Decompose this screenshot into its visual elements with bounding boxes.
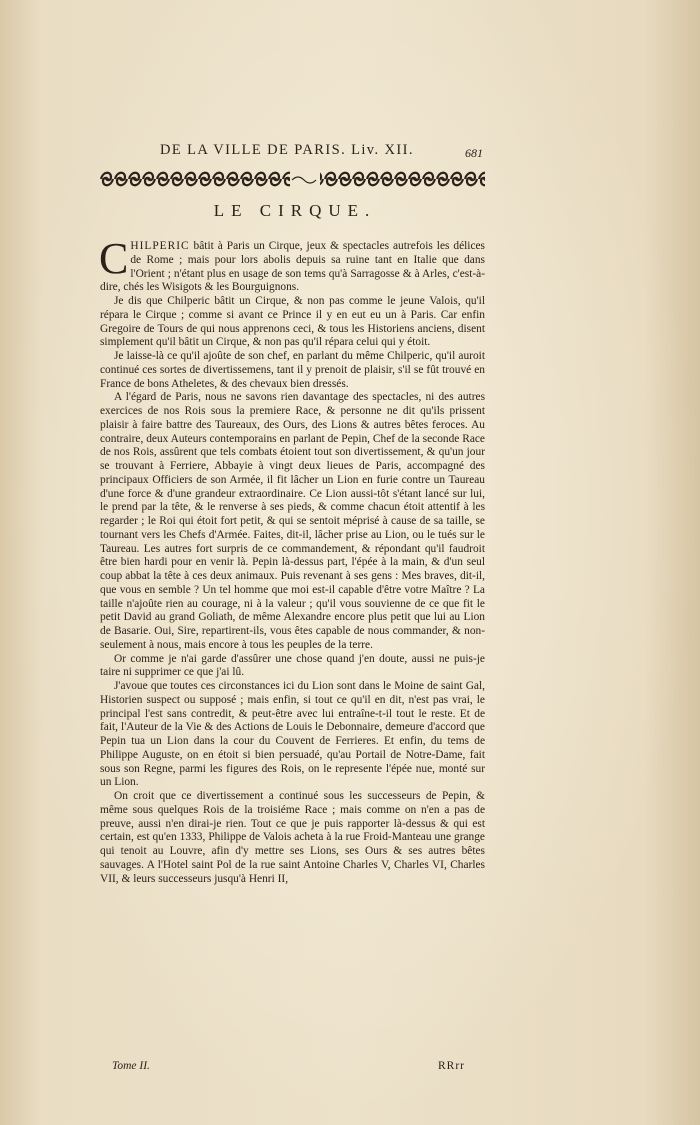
page-footer [100,1060,485,1076]
ornamental-band [100,168,485,190]
paragraph: Je laisse-là ce qu'il ajoûte de son chef, en parlant du même Chilperic, qu'il auroit continué ces sortes de divertissemens, tant il y prenoit de plaisir, s'il se fût trouvé en France de bons Atheletes, & des chevaux bien dressés. [100,350,485,390]
section-title: LE CIRQUE. [213,201,377,220]
paragraph: A l'égard de Paris, nous ne savons rien davantage des spectacles, ni des autres exercices de nos Rois sous la premiere Race, & personne ne dit qu'ils prissent plaisir à faire battre des Taureaux, des Ours, des Lions & autres bêtes feroces. Au contraire, deux Auteurs contemporains en parlant de Pepin, Chef de la seconde Race de nos Rois, assûrent que tels combats étoient tout son divertissement, & qu'un jour se trouvant à Ferriere, Abbayie à vingt deux lieues de Paris, accompagné des principaux Officiers de son Armée, il fit lâcher un Lion en furie contre un Taureau d'une force & d'une grandeur extraordinaire. Ce Lion aussi-tôt s'étant lancé sur lui, le prend par la tête, & le renverse à ses pieds, & comme chacun étoit attentif à les regarder ; le Roi qui étoit fort petit, & qui se sentoit méprisé à cause de sa taille, se tournant vers les Chefs d'Armée. Faites, dit-il, lâcher prise au Lion, ou le tués sur le Taureau. Les autres fort surpris de ce commandement, & répondant qu'il faudroit être bien hardi pour en venir là. Pepin là-dessus part, l'épée à la main, & d'un seul coup abbat la tête à ces deux animaux. Puis revenant à ses gens : Mes braves, dit-il, que vous en semble ? Un tel homme que moi est-il capable d'être votre Maître ? La taille n'ajoûte rien au courage, ni à la valeur ; qu'il vous souvienne de ce que fit le petit David au grand Goliath, de même Alexandre encore plus petit que lui au Lion de Basarie. Oui, Sire, repartirent-ils, vous êtes capable de nous commander, & non-seulement à nous, mais encore à tous les peuples de la terre. [100,391,485,651]
paragraph: Je dis que Chilperic bâtit un Cirque, & non pas comme le jeune Valois, qu'il répara le Cirque ; comme si avant ce Prince il y en eut eu un à Paris. Car enfin Gregoire de Tours de qui nous apprenons ceci, & tous les Historiens anciens, disent simplement qu'il bâtit un Cirque, & non pas qu'il répara celui qui y étoit. [100,295,485,349]
signature-mark: RRrr [438,1060,465,1072]
running-head: DE LA VILLE DE PARIS. Liv. XII. [160,142,414,158]
page-number: 681 [465,146,483,160]
volume-label: Tome II. [112,1060,150,1072]
paragraph-text: bâtit à Paris un Cirque, jeux & spectacles autrefois les délices de Rome ; mais pour lors abolis depuis sa ruine tant en Italie que dans l'Orient ; n'étant plus en usage de son tems qu'à Sarragosse & à Arles, c'est-à-dire, chés les Wisigots & les Bourguignons. [100,240,485,294]
lead-word: HILPERIC [130,240,190,252]
body-text [99,234,485,886]
paragraph: Or comme je n'ai garde d'assûrer une chose quand j'en doute, aussi ne puis-je taire ni supprimer ce que j'ai lû. [100,652,485,679]
paragraph: J'avoue que toutes ces circonstances ici du Lion sont dans le Moine de saint Gal, Historien suspect ou supposé ; mais enfin, si tout ce qu'il en dit, n'est pas vrai, le principal l'est sans contredit, & peut-être avec lui entraîne-t-il tout le reste. Et de fait, l'Auteur de la Vie & des Actions de Louis le Debonnaire, demeure d'accord que Pepin tua un Lion dans la cour du Couvent de Ferrieres. Et enfin, du tems de Philippe Auguste, on en étoit si bien persuadé, qu'au Portail de Notre-Dame, fait sous son Regne, parmi les figures des Rois, on le represente l'épée nue, monté sur un Lion. [100,680,485,789]
drop-cap: C [99,234,129,283]
paragraph [99,234,485,295]
paragraph: On croit que ce divertissement a continué sous les successeurs de Pepin, & même sous quelques Rois de la troisiéme Race ; mais comme on n'en a pas de preuve, aussi n'en dirai-je rien. Tout ce que je puis rapporter là-dessus & qui est certain, est qu'en 1333, Philippe de Valois acheta à la rue Froid-Manteau une grange qui tenoit au Louvre, afin d'y mettre ses Lions, ses Ours & ses autres bêtes sauvages. A l'Hotel saint Pol de la rue saint Antoine Charles V, Charles VI, Charles VII, & leurs successeurs jusqu'à Henri II, [100,790,485,885]
